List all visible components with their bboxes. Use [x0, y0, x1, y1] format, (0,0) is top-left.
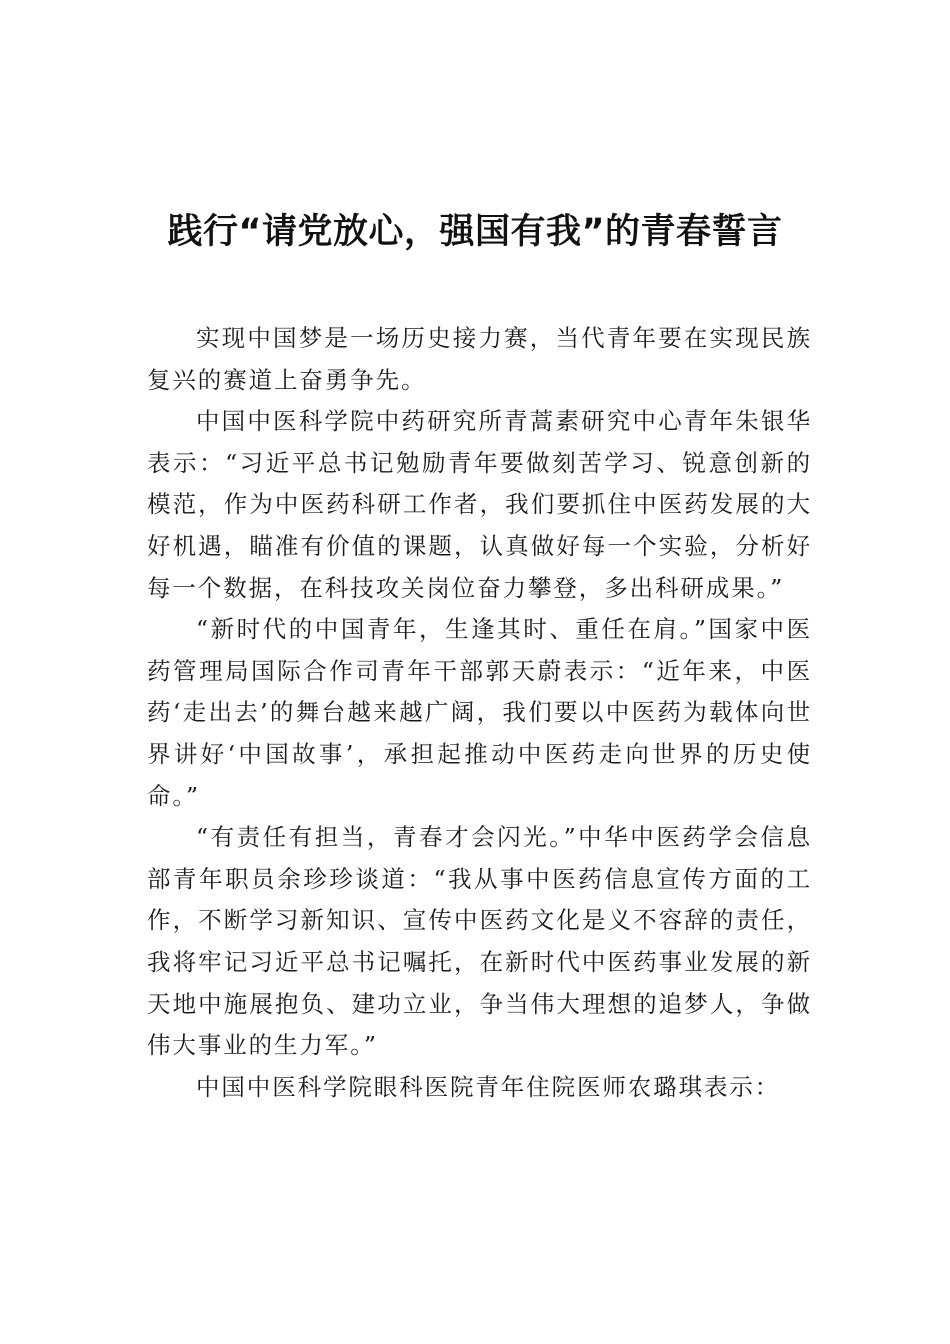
paragraph-2: 中国中医科学院中药研究所青蒿素研究中心青年朱银华表示：“习近平总书记勉励青年要做刻苦学习、锐意创新的模范，作为中医药科研工作者，我们要抓住中医药发展的大好机遇，瞄准有价值的课题，认真做好每一个实验，分析好每一个数据，在科技攻关岗位奋力攀登，多出科研成果。” [147, 407, 812, 602]
paragraph-3: “新时代的中国青年，生逢其时、重任在肩。”国家中医药管理局国际合作司青年干部郭天蔚表示：“近年来，中医药‘走出去’的舞台越来越广阔，我们要以中医药为载体向世界讲好‘中国故事’，承担起推动中医药走向世界的历史使命。” [147, 615, 812, 810]
paragraph-4: “有责任有担当，青春才会闪光。”中华中医药学会信息部青年职员余珍珍谈道：“我从事中医药信息宣传方面的工作，不断学习新知识、宣传中医药文化是义不容辞的责任， 我将牢记习近平总书记嘱托，在新时代中医药事业发展的新天地中施展抱负、建功立业，争当伟大理想的追梦人，争做伟大事业的生力军。” [147, 823, 812, 1060]
document-body [147, 318, 812, 1108]
paragraph-1: 实现中国梦是一场历史接力赛，当代青年要在实现民族复兴的赛道上奋勇争先。 [147, 324, 812, 394]
document-title: 践行“请党放心，强国有我”的青春誓言 [167, 212, 783, 252]
paragraph-5: 中国中医科学院眼科医院青年住院医师农璐琪表示： [196, 1072, 781, 1101]
